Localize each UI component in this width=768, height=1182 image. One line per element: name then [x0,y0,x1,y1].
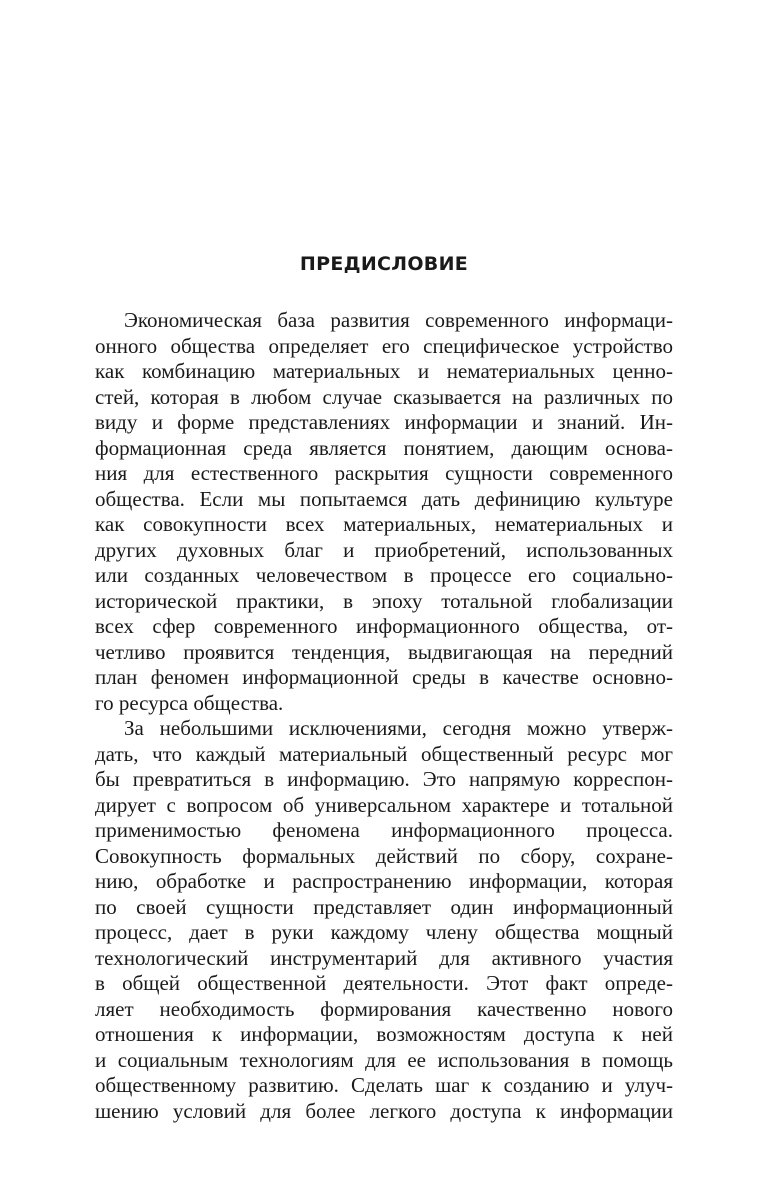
text-line: формационная среда является понятием, дающим основа- [95,435,673,460]
page-title: ПРЕДИСЛОВИЕ [299,253,469,275]
paragraph-1 [95,308,673,716]
text-line: или созданных человечеством в процессе его социально- [95,563,673,587]
text-line: технологический инструментарий для активного участия [95,945,673,970]
text-line: дирует с вопросом об универсальном характере и тотальной [95,792,673,817]
text-line: исторической практики, в эпоху тотальной глобализации [95,588,673,613]
text-line: бы превратиться в информацию. Это напрямую корреспон- [95,767,673,791]
text-line: процесс, дает в руки каждому члену общества мощный [95,920,673,944]
text-line: Совокупность формальных действий по сбору, сохране- [95,843,673,868]
text-line: и социальным технологиям для ее использования в помощь [95,1047,673,1072]
text-line: стей, которая в любом случае сказывается на различных по [95,384,673,409]
text-line: общества. Если мы попытаемся дать дефиницию культуре [95,486,673,511]
text-line: применимостью феномена информационного процесса. [95,818,673,842]
text-line: в общей общественной деятельности. Этот факт опреде- [95,971,673,995]
text-line: ния для естественного раскрытия сущности современного [95,461,673,485]
page-content [95,246,673,1124]
text-line: онного общества определяет его специфическое устройство [95,333,673,358]
paragraph-2 [95,716,673,1124]
text-line: как комбинацию материальных и нематериальных ценно- [95,359,673,383]
text-line: ляет необходимость формирования качественно нового [95,996,673,1021]
text-line: как совокупности всех материальных, нематериальных и [95,512,673,536]
text-line: За небольшими исключениями, сегодня можно утверж- [124,716,673,740]
text-line: по своей сущности представляет один информационный [95,894,673,919]
text-line: четливо проявится тенденция, выдвигающая на передний [95,639,673,664]
text-line: го ресурса общества. [95,690,284,715]
text-line: отношения к информации, возможностям доступа к ней [95,1022,673,1046]
text-line: дать, что каждый материальный общественный ресурс мог [95,741,673,766]
text-line: виду и форме представлениях информации и знаний. Ин- [95,410,673,434]
text-line: шению условий для более легкого доступа к информации [95,1098,673,1123]
text-line: нию, обработке и распространению информации, которая [95,869,673,893]
text-line: план феномен информационной среды в качестве основно- [95,665,673,689]
text-line: Экономическая база развития современного информаци- [124,308,673,332]
text-line: всех сфер современного информационного общества, от- [95,614,673,638]
text-line: общественному развитию. Сделать шаг к созданию и улуч- [95,1073,673,1097]
text-line: других духовных благ и приобретений, использованных [95,537,673,562]
